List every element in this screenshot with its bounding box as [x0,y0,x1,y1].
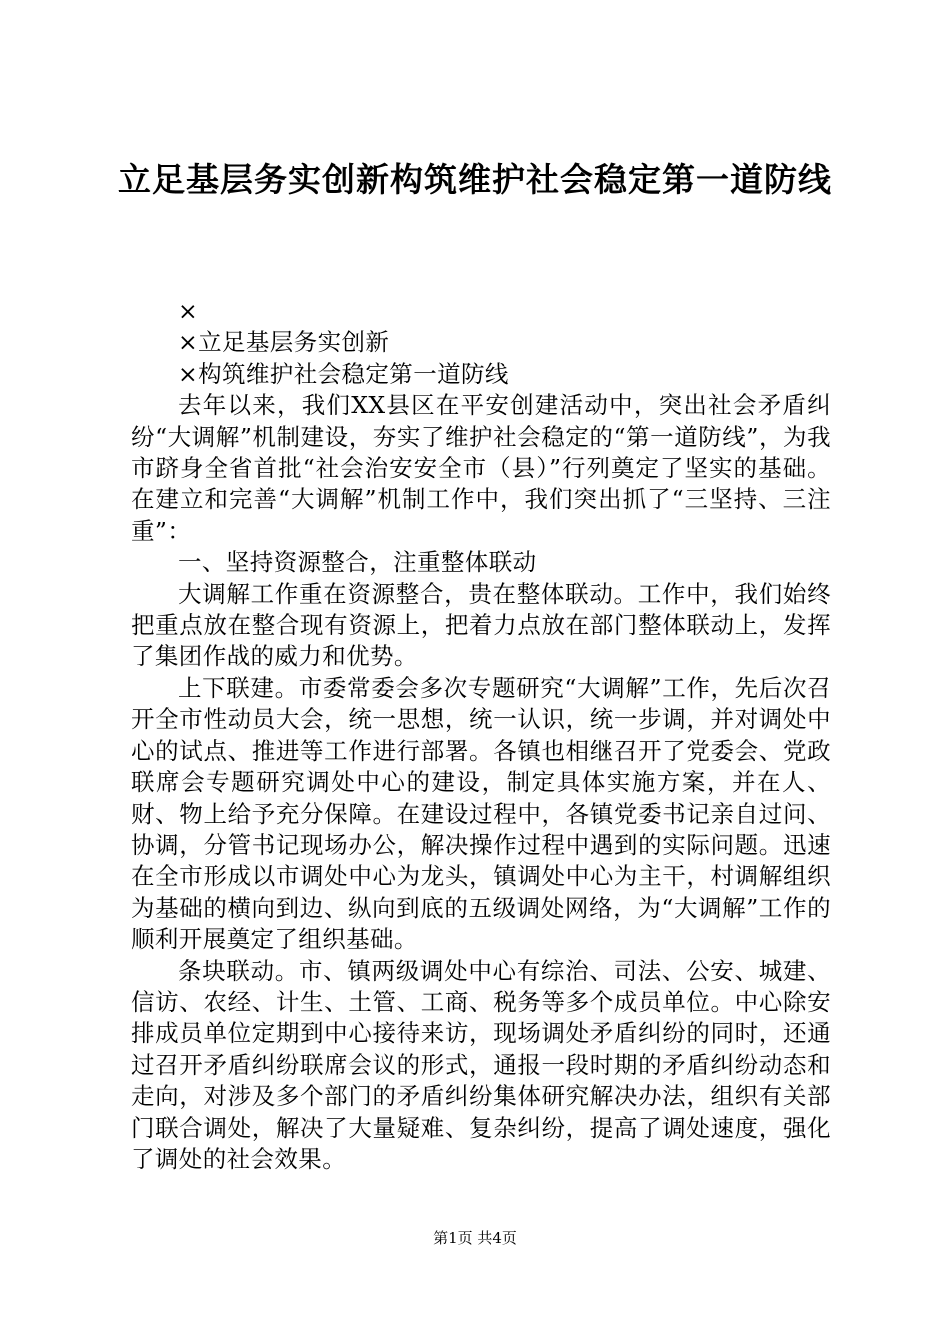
subtitle-line-1: ×立足基层务实创新 [178,328,390,357]
subtitle-line-2: ×构筑维护社会稳定第一道防线 [178,359,509,388]
paragraph-tiaokuai-liandong: 条块联动。市、镇两级调处中心有综治、司法、公安、城建、信访、农经、计生、土管、工商、税务等多个成员单位。中心除安排成员单位定期到中心接待来访，现场调处矛盾纠纷的同时，还通过召开矛盾纠纷联席会议的形式，通报一段时期的矛盾纠纷动态和走向，对涉及多个部门的矛盾纠纷集体研究解决办法，组织有关部门联合调处，解决了大量疑难、复杂纠纷，提高了调处速度，强化了调处的社会效果。 [131,956,831,1173]
paragraph-mark: × [178,297,199,325]
paragraph-intro: 去年以来，我们XX县区在平安创建活动中，突出社会矛盾纠纷“大调解”机制建设，夯实了维护社会稳定的“第一道防线”，为我市跻身全省首批“社会治安安全市（县）”行列奠定了坚实的基础。在建立和完善“大调解”机制工作中，我们突出抓了“三坚持、三注重”： [131,391,831,545]
document-title: 立足基层务实创新构筑维护社会稳定第一道防线 [118,160,832,199]
section-heading-1: 一、坚持资源整合，注重整体联动 [178,548,537,577]
page-number-footer: 第1页 共4页 [433,1229,517,1247]
document-body [131,296,831,1175]
paragraph-shangxia-lianjian: 上下联建。市委常委会多次专题研究“大调解”工作，先后次召开全市性动员大会，统一思想，统一认识，统一步调，并对调处中心的试点、推进等工作进行部署。各镇也相继召开了党委会、党政联席会专题研究调处中心的建设，制定具体实施方案，并在人、财、物上给予充分保障。在建设过程中，各镇党委书记亲自过问、协调，分管书记现场办公，解决操作过程中遇到的实际问题。迅速在全市形成以市调处中心为龙头，镇调处中心为主干，村调解组织为基础的横向到边、纵向到底的五级调处网络，为“大调解”工作的顺利开展奠定了组织基础。 [131,673,831,954]
paragraph-section-1: 大调解工作重在资源整合，贵在整体联动。工作中，我们始终把重点放在整合现有资源上，把着力点放在部门整体联动上，发挥了集团作战的威力和优势。 [131,579,831,671]
